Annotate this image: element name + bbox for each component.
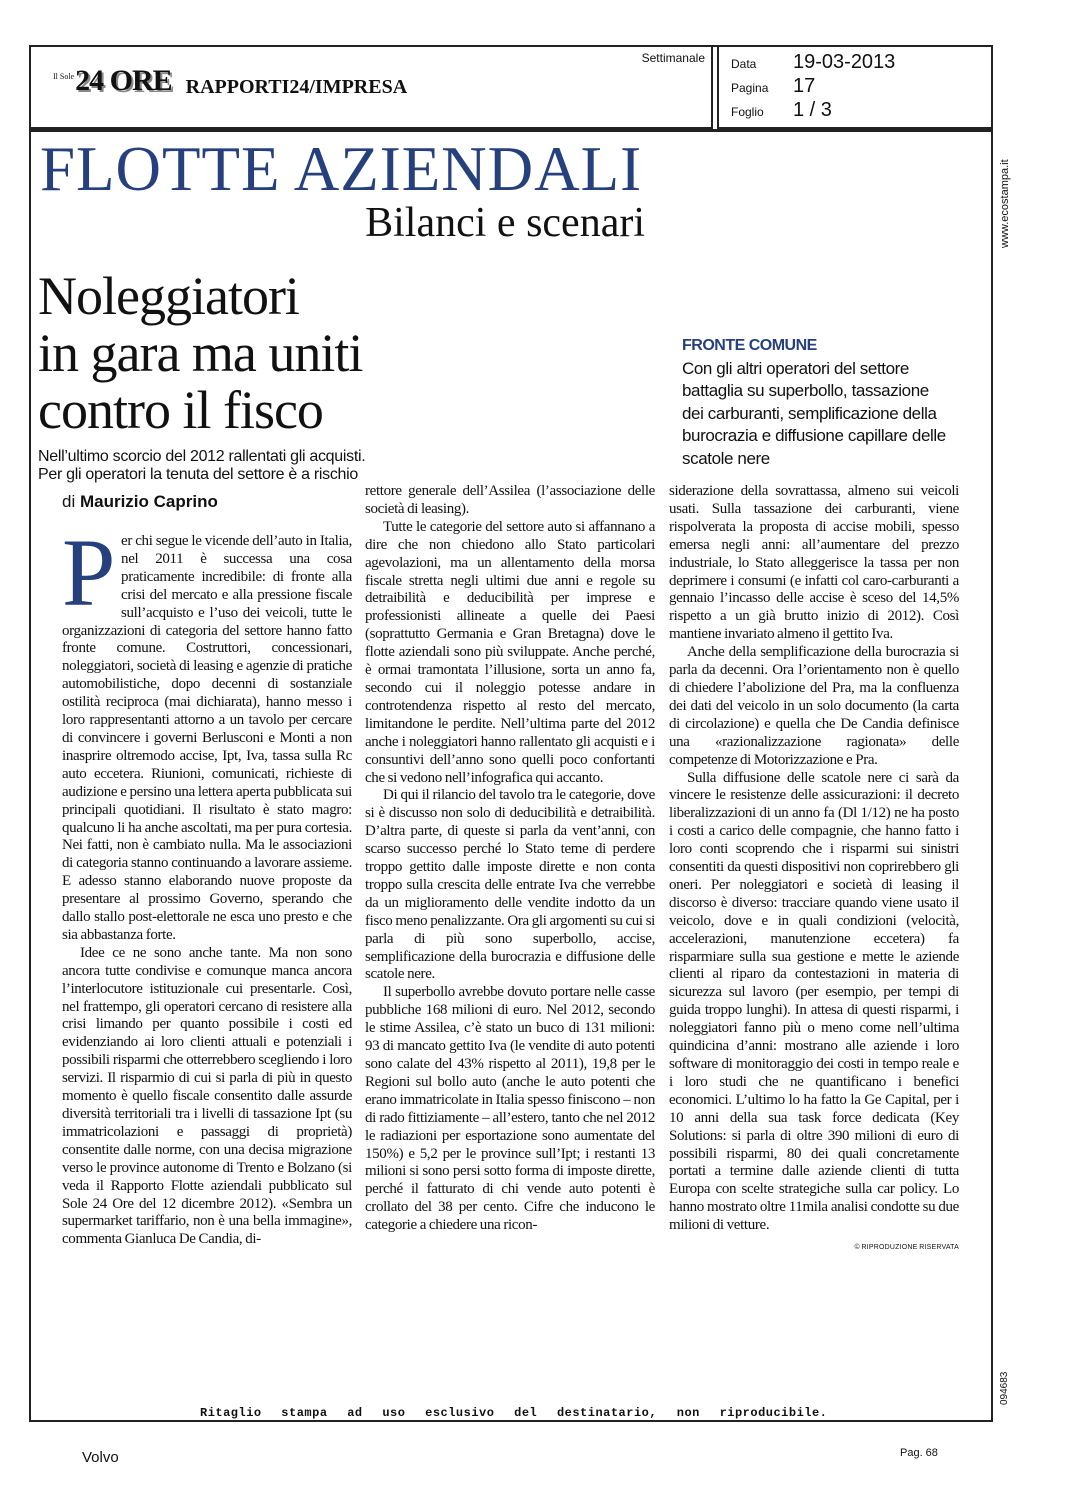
logo-small: Il Sole [53,72,75,81]
paragraph: Anche della semplificazione della burocrazia si parla da decenni. Ora l’orientamento non è quello di chiedere l’abolizione del Pra, ma la confluenza dei dati del veicolo in un solo documento (la carta di circolazione) e quella che De Candia definisce una «razionalizzazione ragionata» delle competenze di Motorizzazione e Pra. [669,644,959,768]
drop-cap: P [62,519,116,626]
paragraph [62,519,352,945]
byline-prefix: di [62,492,76,511]
section-subtitle: Bilanci e scenari [365,200,645,246]
logo-main: 24 ORE [75,64,172,97]
client-name: Volvo [82,1449,119,1466]
copyright-note: © RIPRODUZIONE RISERVATA [854,1244,959,1252]
headline-line: contro il fisco [38,380,323,440]
headline [38,268,362,439]
margin-code: 094683 [999,1371,1010,1405]
headline-line: in gara ma uniti [38,323,363,383]
header-divider [29,129,993,132]
meta-value: 17 [793,75,816,97]
sidebar-box [682,337,952,471]
paragraph: Di qui il rilancio del tavolo tra le categorie, dove si è discusso non solo di deducibilità e detraibilità. D’altra parte, di queste si parla da vent’anni, con scarso successo perché lo Stato teme di perdere troppo gettito dalle imposte dirette e non conta troppo sulla crescita delle entrate Iva che verrebbe da un miglioramento delle vendite indotto da un fisco meno penalizzante. Ora gli argomenti su cui si parla di più sono superbollo, accise, semplificazione della burocrazia e diffusione delle scatole nere. [365,787,655,983]
paragraph: Tutte le categorie del settore auto si affannano a dire che non chiedono allo Stato particolari agevolazioni, ma un allentamento della morsa fiscale stretta negli ultimi due anni e regole su detraibilità e deducibilità per imprese e professionisti allineate a quelle dei Paesi (soprattutto Germania e Gran Bretagna) dove le flotte aziendali sono più sviluppate. Anche perché, è ormai tramontata l’illusione, sorta un anno fa, secondo cui il noleggio potesse andare in controtendenza rispetto al resto del mercato, limitandone le perdite. Nell’ultima parte del 2012 anche i noleggiatori hanno rallentato gli acquisti e i consuntivi dell’anno sono quelli poco confortanti che si vedono nell’infografica qui accanto. [365,518,655,786]
sidebar-title: FRONTE COMUNE [682,336,817,354]
paragraph: siderazione della sovrattassa, almeno sui veicoli usati. Sulla tassazione dei carburanti, viene rispolverata la proposta di accise mobili, spesso emersa negli anni: all’aumentare del prezzo industriale, lo Stato alleggerisce la tassa per non deprimere i consumi (e infatti col caro-carburanti a gennaio l’incasso delle accise è sceso del 14,5% rispetto a un già brutto inizio di 2012). Così mantiene invariato almeno il gettito Iva. [669,483,959,643]
footer-notice: Ritaglio stampa ad uso esclusivo del destinatario, non riproducibile. [200,1406,828,1420]
paragraph: Idee ce ne sono anche tante. Ma non sono ancora tutte condivise e comunque manca ancora l’interlocutore istituzionale cui presentarle. Così, nel frattempo, gli operatori cercano di resistere alla crisi limando per quanto possibile i costi ed evidenziando ai loro clienti attuali e potenziali i possibili risparmi che otterrebbero scegliendo i loro servizi. Il risparmio di cui si parla di più in questo momento è quello fiscale consentito dalle assurde diversità territoriali tra i livelli di tassazione Ipt (su immatricolazioni e passaggi di proprietà) consentite dalle norme, con una decisa migrazione verso le province autonome di Trento e Bolzano (si veda il Rapporto Flotte aziendali pubblicato sul Sole 24 Ore del 12 dicembre 2012). «Sembra un supermarket tariffario, non è una bella immagine», commenta Gianluca De Candia, di- [62,944,352,1248]
paragraph: Il superbollo avrebbe dovuto portare nelle casse pubbliche 168 milioni di euro. Nel 2012, secondo le stime Assilea, c’è stato un buco di 131 milioni: 93 di mancato gettito Iva (le vendite di auto potenti sono calate del 43% rispetto al 2011), 19,8 per le Regioni sul bollo auto (anche le auto potenti che erano immatricolate in Italia spesso finiscono – non di rado fittiziamente – all’estero, tanto che nel 2012 le radiazioni per esportazione sono aumentate del 150%) e 5,2 per le province sull’Ipt; i restanti 13 milioni si sono persi sotto forma di imposte dirette, perché il fatturato di chi vende auto potenti è crollato del 38 per cento. Cifre che inducono le categorie a chiedere una ricon- [365,984,655,1234]
publication-name: RAPPORTI24/IMPRESA [185,76,408,98]
article-column-1 [62,519,352,1249]
margin-site: www.ecostampa.it [999,159,1011,248]
masthead [29,45,713,129]
section-kicker: FLOTTE AZIENDALI [40,134,643,204]
article-column-3 [669,483,959,1252]
paragraph-text: er chi segue le vicende dell’auto in Italia, nel 2011 è successa una cosa praticamente incredibile: di fronte alla crisi del mercato e alla pressione fiscale sull’acquisto e l’uso dei veicoli, tutte le organizzazioni di categoria del settore hanno fatto fronte comune. Costruttori, concessionari, noleggiatori, società di leasing e agenzie di pratiche automobilistiche, dopo decenni di sostanziale ostilità reciproca (mai dichiarata), hanno messo i loro rappresentanti attorno a un tavolo per cercare di convincere i governi Berlusconi e Monti a non inasprire oltremodo accise, Ipt, Iva, tassa sulla Rc auto eccetera. Riunioni, comunicati, richieste di audizione e persino una lettera aperta pubblicata sui principali quotidiani. Il risultato è stato magro: qualcuno li ha anche ascoltati, ma per pura cortesia. Nei fatti, non è cambiato nulla. Ma le associazioni di categoria stanno continuando a lavorare assieme. E adesso stanno elaborando nuove proposte da presentare al prossimo Governo, sperando che dallo stallo post-elettorale ne esca uno presto e che sia abbastanza forte. [62,533,352,943]
meta-value: 19-03-2013 [793,51,896,73]
meta-value: 1 / 3 [793,99,832,121]
author: Maurizio Caprino [79,492,218,511]
metadata-box [717,45,993,129]
intro-block [38,448,378,512]
paragraph: Sulla diffusione delle scatole nere ci sarà da vincere le resistenze delle assicurazioni: il decreto liberalizzazioni di un anno fa (Dl 1/12) ne ha posto i costi a carico delle compagnie, che hanno fatto i loro conti scoprendo che i risparmi sui sinistri consentiti da questi dispositivi non coprirebbero gli oneri. Per noleggiatori e società di leasing il discorso è diverso: tracciare quando viene usato il veicolo, dove e in quali condizioni (velocità, accelerazioni, manutenzione eccetera) fa risparmiare sulla sua gestione e mette le aziende clienti al riparo da contestazioni in materia di sicurezza sul lavoro (per esempio, per tempi di guida troppo lunghi). In attesa di questi risparmi, i noleggiatori fanno più o meno come nell’ultima quindicina d’anni: mostrano alle aziende i loro software di monitoraggio dei costi in tempo reale e i loro studi che ne quantificano i benefici economici. L’ultimo lo ha fatto la Ge Capital, per i 10 anni della sua task force dedicata (Key Solutions: si parla di oltre 390 milioni di euro di possibili risparmi, 80 dei quali concretamente portati a termine dalle aziende clienti di tutta Europa con scelte strategiche sulla car policy. Lo hanno mostrato oltre 11mila analisi condotte su due milioni di vetture. [669,769,959,1234]
byline [62,492,378,512]
meta-label: Foglio [731,105,764,119]
paragraph: rettore generale dell’Assilea (l’associazione delle società di leasing). [365,483,655,517]
page-number: Pag. 68 [900,1447,938,1459]
article-column-2 [365,483,655,1235]
sidebar-text: Con gli altri operatori del settore battaglia su superbollo, tassazione dei carburanti, semplificazione della burocrazia e diffusione capillare delle scatole nere [682,358,946,468]
meta-label: Data [731,57,757,71]
headline-line: Noleggiatori [38,266,299,326]
periodicity: Settimanale [641,51,705,65]
standfirst: Nell’ultimo scorcio del 2012 rallentati gli acquisti. Per gli operatori la tenuta del settore è a rischio [38,448,366,483]
meta-label: Pagina [731,81,769,95]
newspaper-logo [53,64,408,98]
